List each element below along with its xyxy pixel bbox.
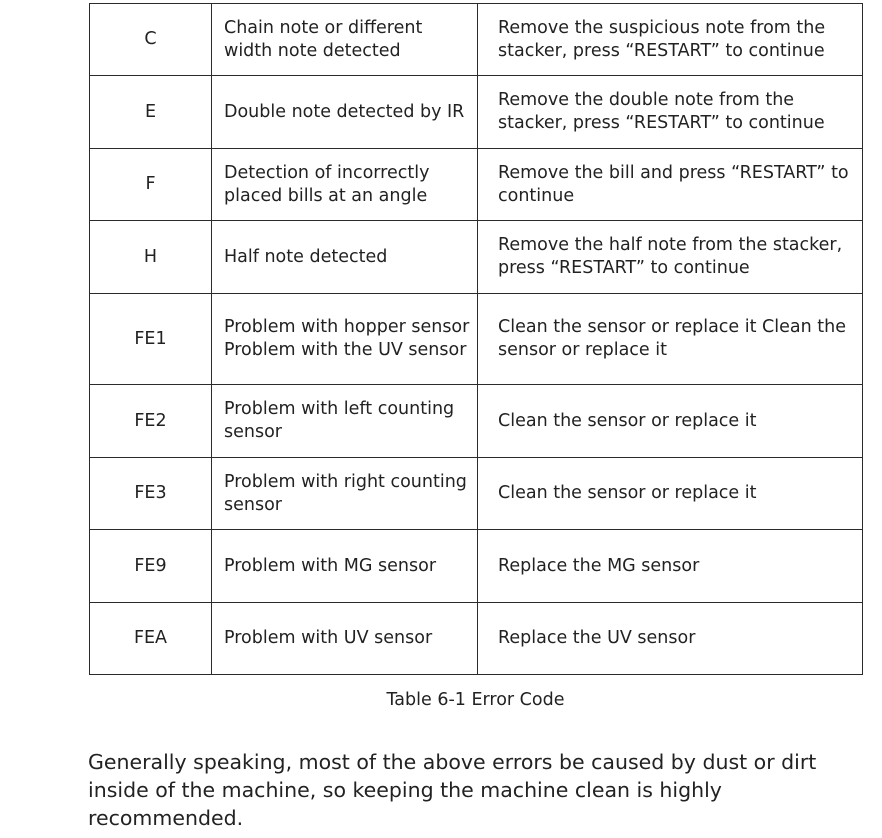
table-caption: Table 6-1 Error Code xyxy=(386,690,565,710)
error-code-cell: FEA xyxy=(90,603,212,675)
reason-cell: Chain note or different width note detected xyxy=(212,4,478,76)
table-row xyxy=(90,294,863,385)
solution-cell: Remove the suspicious note from the stacker, press “RESTART” to continue xyxy=(478,4,863,76)
reason-cell: Detection of incorrectly placed bills at an angle xyxy=(212,149,478,221)
solution-cell: Replace the MG sensor xyxy=(478,530,863,603)
error-code-cell: FE1 xyxy=(90,294,212,385)
error-code-cell: FE9 xyxy=(90,530,212,603)
table-row xyxy=(90,149,863,221)
reason-cell: Problem with UV sensor xyxy=(212,603,478,675)
solution-cell: Remove the bill and press “RESTART” to continue xyxy=(478,149,863,221)
error-code-cell: H xyxy=(90,221,212,294)
reason-cell: Problem with MG sensor xyxy=(212,530,478,603)
table-row xyxy=(90,4,863,76)
table-row xyxy=(90,458,863,530)
reason-cell: Double note detected by IR xyxy=(212,76,478,149)
error-code-cell: C xyxy=(90,4,212,76)
reason-cell: Problem with right counting sensor xyxy=(212,458,478,530)
reason-cell: Problem with hopper sensor Problem with the UV sensor xyxy=(212,294,478,385)
error-code-cell: FE2 xyxy=(90,385,212,458)
error-code-cell: FE3 xyxy=(90,458,212,530)
table-row xyxy=(90,385,863,458)
error-code-cell: F xyxy=(90,149,212,221)
table-row xyxy=(90,221,863,294)
solution-cell: Replace the UV sensor xyxy=(478,603,863,675)
table-row xyxy=(90,603,863,675)
reason-cell: Problem with left counting sensor xyxy=(212,385,478,458)
solution-cell: Remove the half note from the stacker, press “RESTART” to continue xyxy=(478,221,863,294)
table-row xyxy=(90,530,863,603)
reason-cell: Half note detected xyxy=(212,221,478,294)
error-code-table xyxy=(89,3,863,675)
table-row xyxy=(90,76,863,149)
error-code-cell: E xyxy=(90,76,212,149)
solution-cell: Clean the sensor or replace it xyxy=(478,458,863,530)
solution-cell: Clean the sensor or replace it xyxy=(478,385,863,458)
solution-cell: Remove the double note from the stacker, press “RESTART” to continue xyxy=(478,76,863,149)
solution-cell: Clean the sensor or replace it Clean the sensor or replace it xyxy=(478,294,863,385)
body-paragraph: Generally speaking, most of the above errors be caused by dust or dirt inside of the machine, so keeping the machine clean is highly recommended. xyxy=(88,750,817,830)
